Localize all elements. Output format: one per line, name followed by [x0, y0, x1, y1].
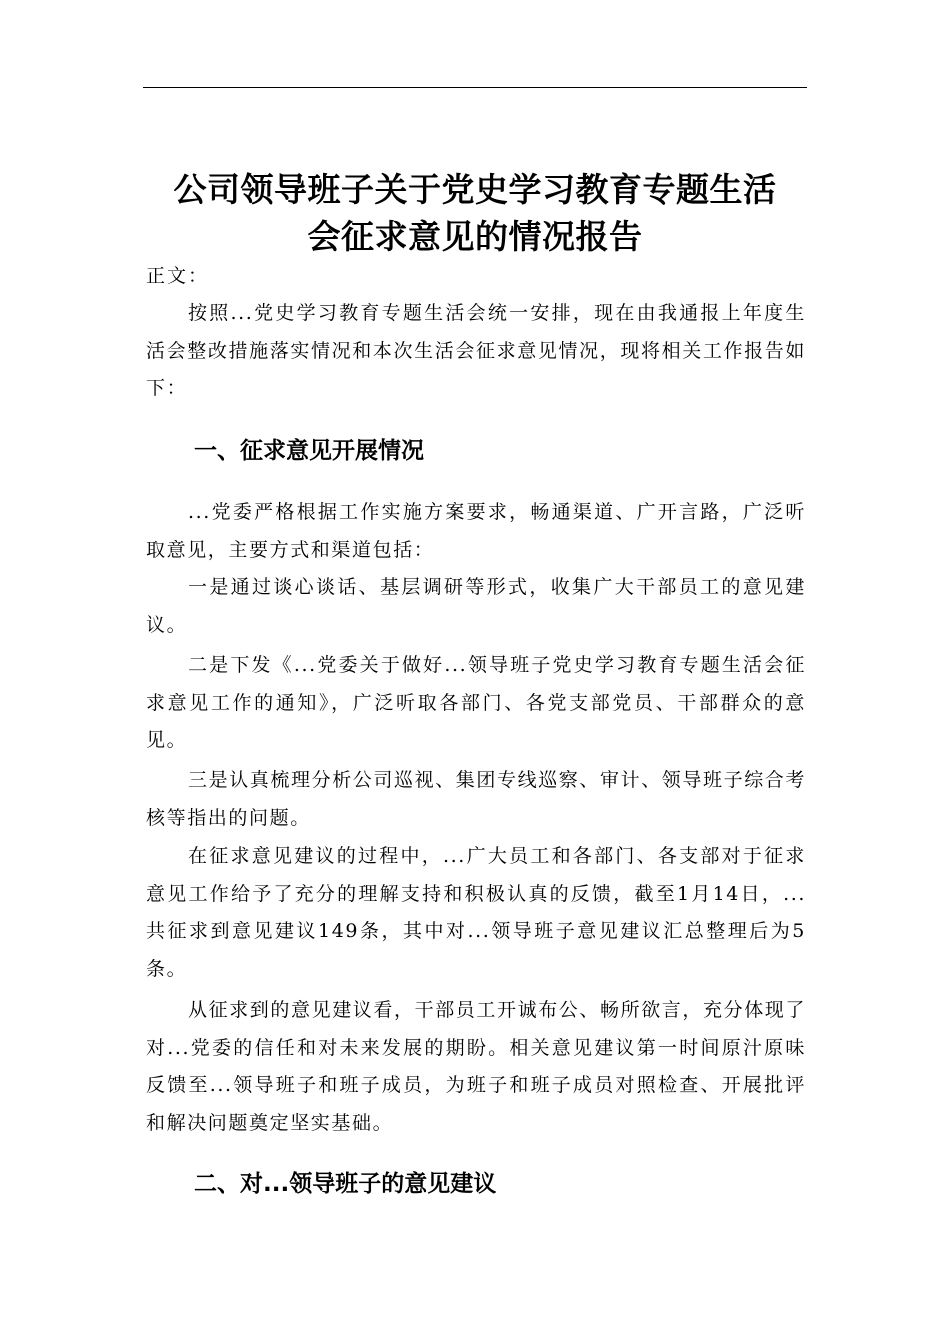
header-rule [143, 87, 807, 88]
title-line-2: 会征求意见的情况报告 [307, 217, 643, 256]
section-1-paragraph-3: 二是下发《...党委关于做好...领导班子党史学习教育专题生活会征求意见工作的通知》，广泛听取各部门、各党支部党员、干部群众的意见。 [146, 654, 806, 751]
section-1-paragraph-6: 从征求到的意见建议看，干部员工开诚布公、畅所欲言，充分体现了对...党委的信任和对未来发展的期盼。相关意见建议第一时间原汁原味反馈至...领导班子和班子成员，为班子和班子成员对照检查、开展批评和解决问题奠定坚实基础。 [146, 999, 807, 1134]
section-1-paragraph-1: ...党委严格根据工作实施方案要求，畅通渠道、广开言路，广泛听取意见，主要方式和渠道包括： [146, 501, 806, 561]
section-1-paragraph-2: 一是通过谈心谈话、基层调研等形式，收集广大干部员工的意见建议。 [146, 576, 806, 636]
section-2-heading: 二、对...领导班子的意见建议 [194, 1171, 497, 1197]
intro-paragraph: 按照...党史学习教育专题生活会统一安排，现在由我通报上年度生活会整改措施落实情况和本次生活会征求意见情况，现将相关工作报告如下： [146, 302, 806, 399]
section-1-heading: 一、征求意见开展情况 [194, 438, 424, 464]
section-1-paragraph-4: 三是认真梳理分析公司巡视、集团专线巡察、审计、领导班子综合考核等指出的问题。 [146, 769, 807, 829]
section-1-paragraph-5: 在征求意见建议的过程中，...广大员工和各部门、各支部对于征求意见工作给予了充分的理解支持和积极认真的反馈，截至1月14日，...共征求到意见建议149条，其中对...领导班子意见建议汇总整理后为5条。 [146, 845, 806, 980]
title-line-1: 公司领导班子关于党史学习教育专题生活 [173, 170, 777, 209]
document-title [143, 166, 807, 260]
body-label: 正文： [146, 265, 210, 287]
